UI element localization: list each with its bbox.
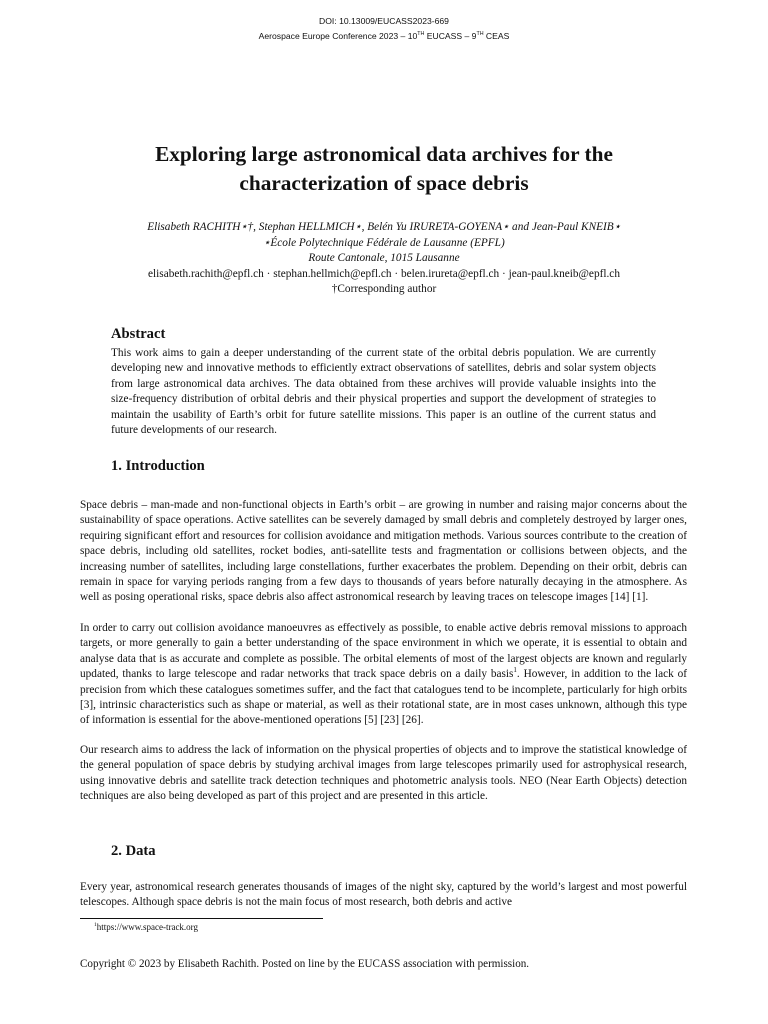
intro-paragraph-3: Our research aims to address the lack of information on the physical properties of objects and to improve the statistical knowledge of the general population of space debris by studying archival images from large telescopes primarily used for astrophysical research, using innovative debris and satellite track detection techniques and photometric analysis tools. NEO (Near Earth Objects) detection techniques are also being developed as part of this project and are presented in this article.: [80, 744, 687, 803]
title-line: characterization of space debris: [239, 171, 529, 195]
conference-ordinal: TH: [476, 31, 484, 38]
author-affiliation: ⋆École Polytechnique Fédérale de Lausanne (EPFL): [263, 236, 505, 249]
footnote-reference: 1: [513, 666, 517, 675]
footnote: [94, 922, 198, 932]
paper-title: [96, 140, 672, 198]
conference-text: EUCASS – 9: [424, 31, 477, 41]
author-names: Elisabeth RACHITH⋆†, Stephan HELLMICH⋆, Belén Yu IRURETA-GOYENA⋆ and Jean-Paul KNEIB⋆: [147, 221, 621, 233]
abstract-heading: Abstract: [111, 326, 166, 342]
paragraph-text: . However, in addition to the lack of precision from which these catalogues sometimes suffer, and the fact that catalogues tend to be incomplete, particularly for high orbits [3], intrinsic characteristics such as shape or material, as well as their rotational state, are in most cases unknown, although this type of information is essential for the above-mentioned operations [5] [23] [26].: [80, 668, 687, 727]
author-emails: elisabeth.rachith@epfl.ch · stephan.hellmich@epfl.ch · belen.irureta@epfl.ch · jean-paul.kneib@epfl.ch: [148, 267, 620, 280]
data-paragraph-1: Every year, astronomical research generates thousands of images of the night sky, captured by the world’s largest and most powerful telescopes. Although space debris is not the main focus of most research, both debris and active: [80, 881, 687, 909]
intro-paragraph-1: Space debris – man-made and non-functional objects in Earth’s orbit – are growing in number and raising major concerns about the sustainability of space operations. Active satellites can be severely damaged by small debris and completely destroyed by larger ones, requiring significant effort and resources for collision avoidance and mitigation methods. Various sources contribute to the creation of space debris, including old satellites, rocket bodies, anti-satellite tests and fragmentation or collisions between objects, and the increasing number of satellites, including large constellations, further exacerbates the problem. Depending on their orbit, debris can remain in space for varying periods ranging from a few days to thousands of years before naturally decaying in the atmosphere. As well as posing operational risks, space debris also affect astronomical research by leaving traces on telescope images [14] [1].: [80, 499, 687, 604]
abstract-text: This work aims to gain a deeper understanding of the current state of the orbital debris population. We are currently developing new and innovative methods to efficiently extract observations of satellites, debris and solar system objects from large astronomical data archives. The data obtained from these archives will provide valuable insights into the size-frequency distribution of orbital debris and their physical properties and support the development of strategies to maintain the usability of Earth’s orbit for future satellite missions. This paper is an outline of the current status and future developments of our research.: [111, 347, 656, 437]
footnote-text: https://www.space-track.org: [96, 922, 199, 932]
conference-text: CEAS: [483, 31, 510, 41]
author-address: Route Cantonale, 1015 Lausanne: [308, 252, 460, 264]
paragraph-text: In order to carry out collision avoidance manoeuvres as effectively as possible, to enable active debris removal missions to approach targets, or more generally to gain a better understanding of the space environment in which we operate, it is essential to obtain and analyse data that is as accurate and complete as possible. The orbital elements of most of the largest objects are known and regularly updated, thanks to large telescope and radar networks that track space debris on a daily basis: [80, 622, 687, 681]
conference-text: Aerospace Europe Conference 2023 – 10: [258, 31, 418, 41]
conference-ordinal: TH: [417, 31, 425, 38]
section-heading-introduction: 1. Introduction: [111, 458, 205, 474]
section-heading-data: 2. Data: [111, 843, 156, 859]
intro-paragraph-2: [80, 621, 687, 729]
title-line: Exploring large astronomical data archives for the: [155, 142, 613, 166]
footnote-mark: 1: [94, 922, 97, 928]
conference-header: [0, 31, 768, 41]
corresponding-author-note: †Corresponding author: [331, 283, 437, 295]
author-block: [60, 220, 708, 298]
footnote-divider: [80, 918, 323, 919]
copyright-notice: Copyright © 2023 by Elisabeth Rachith. Posted on line by the EUCASS association with permission.: [80, 958, 530, 970]
doi-header: DOI: 10.13009/EUCASS2023-669: [319, 16, 449, 26]
